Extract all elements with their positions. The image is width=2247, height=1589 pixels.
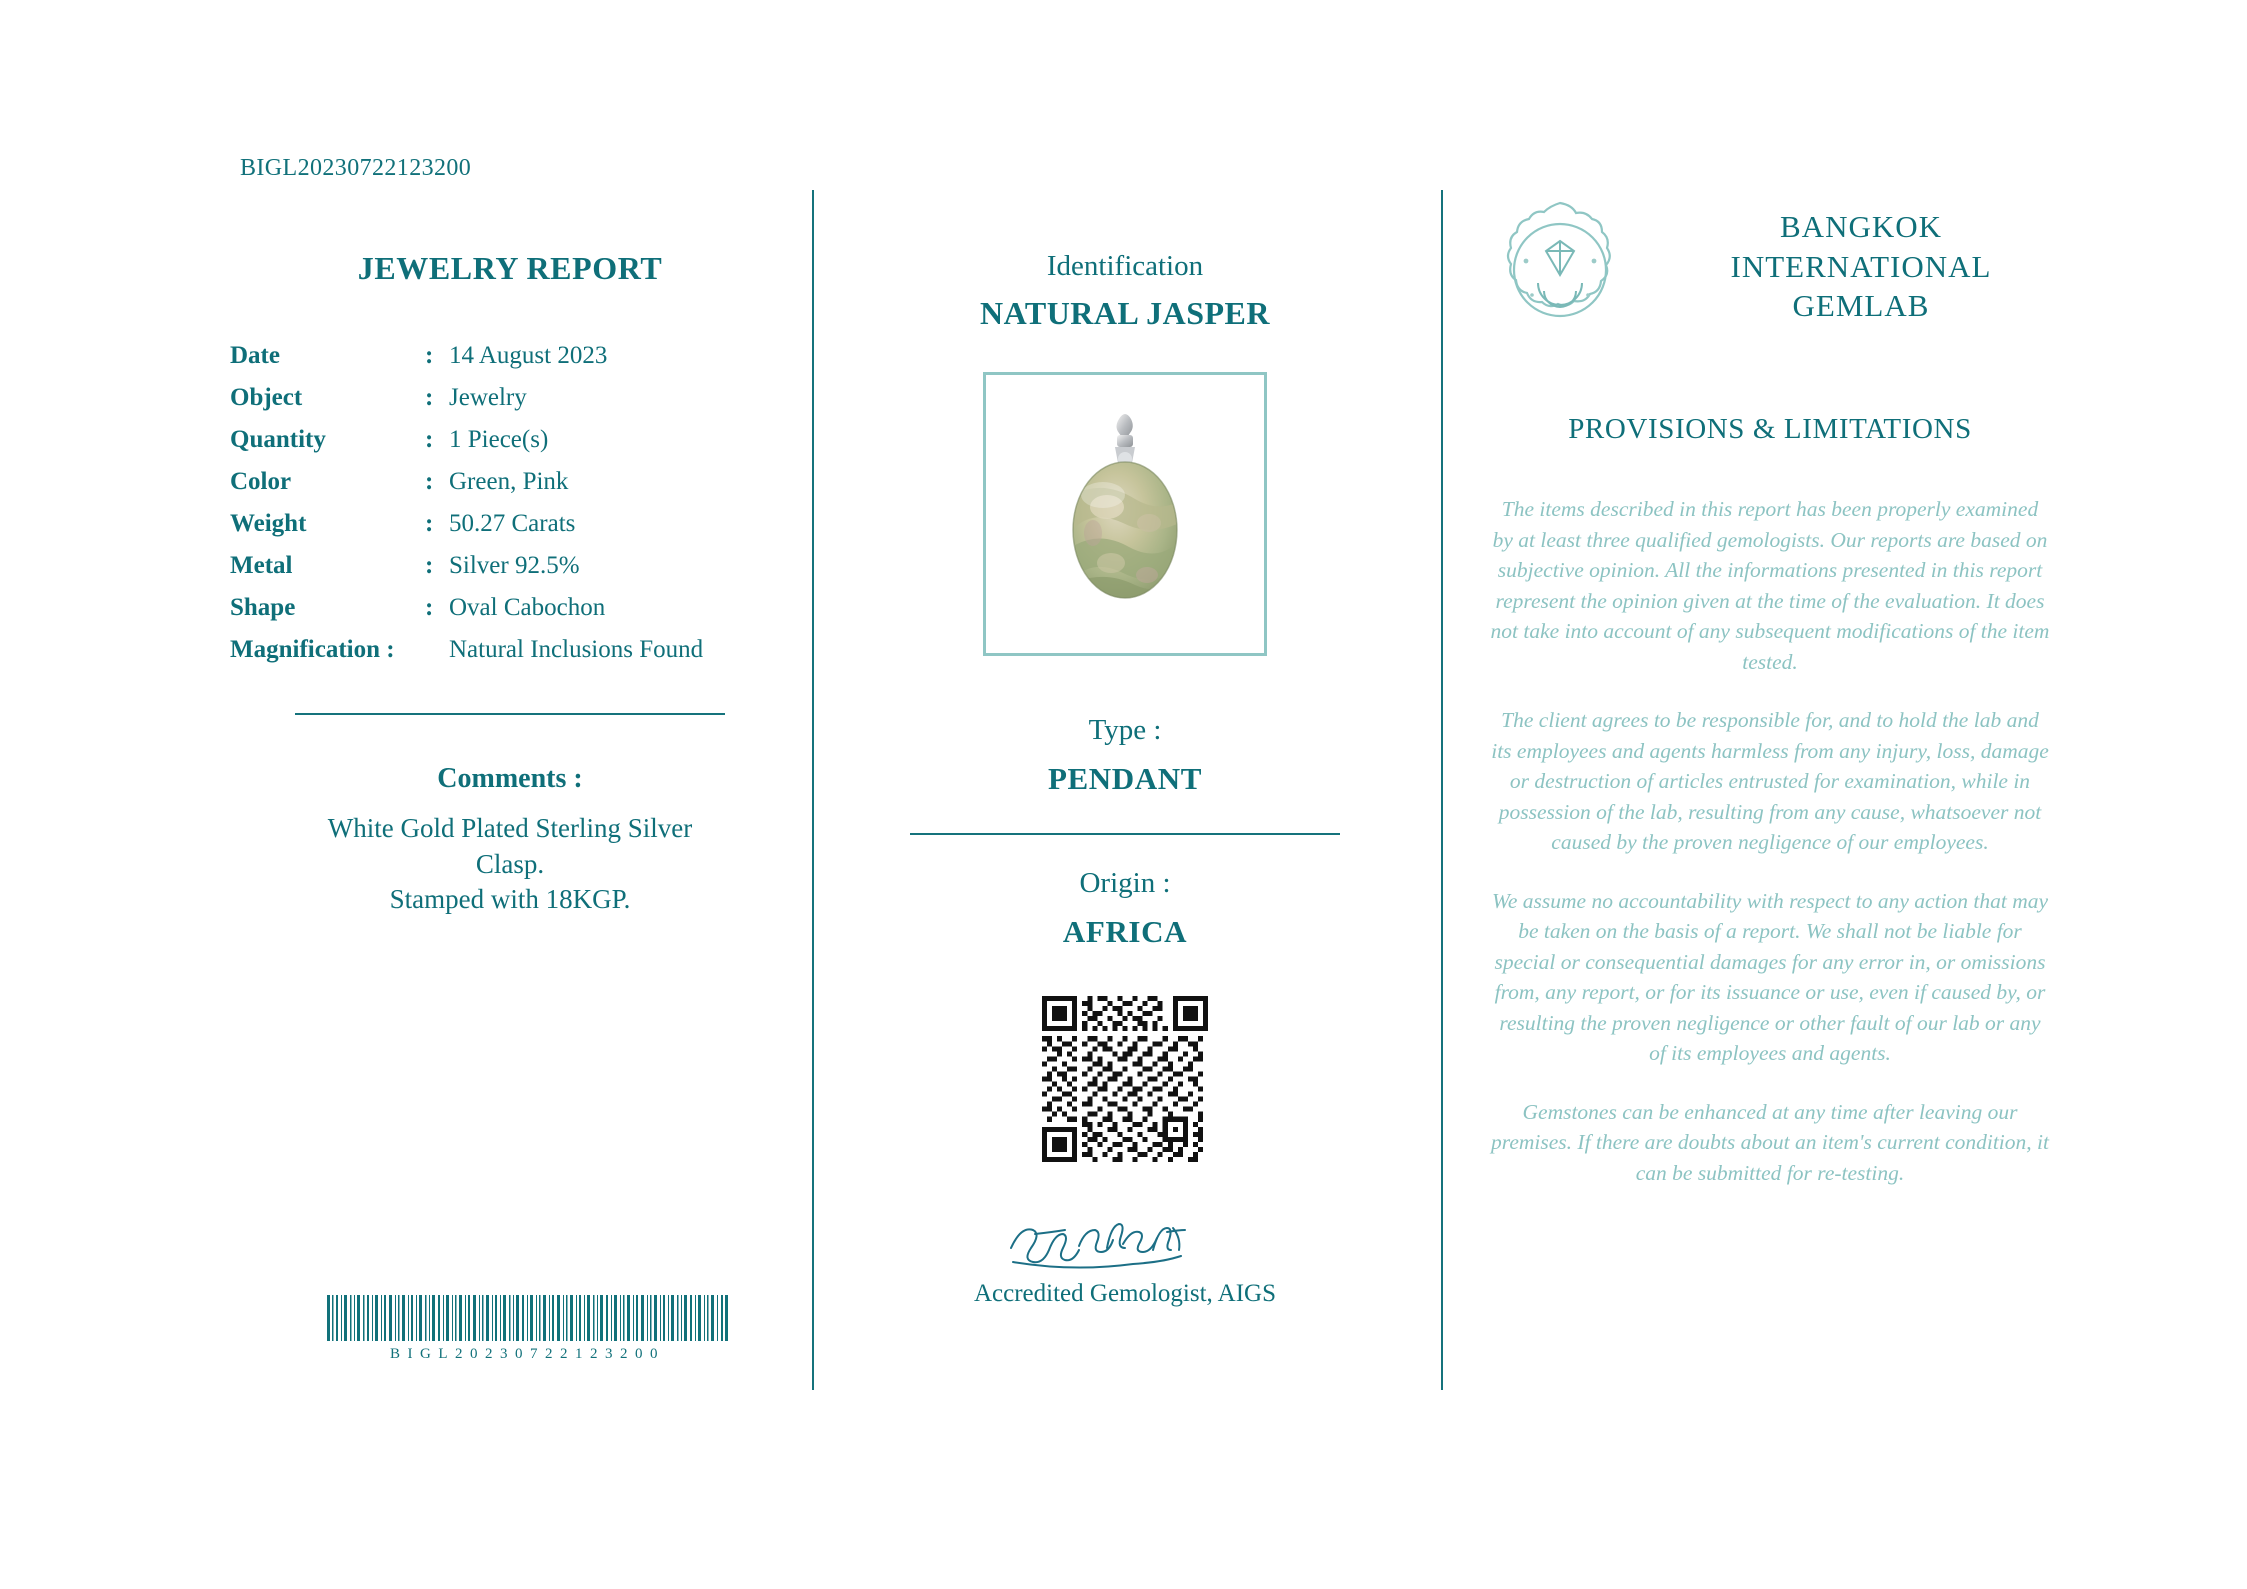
type-value: PENDANT: [1047, 761, 1203, 796]
signature: [995, 1204, 1255, 1274]
reference-number: BIGL20230722123200: [240, 155, 472, 181]
spec-colon: :: [425, 594, 434, 621]
identification-label: Identification: [1046, 250, 1204, 282]
spec-value-quantity: 1 Piece(s): [449, 426, 549, 453]
table-row: [230, 461, 790, 503]
spec-value-object: Jewelry: [449, 384, 527, 411]
gem-photo-frame: [983, 372, 1267, 656]
barcode-text: BIGL20230722123200: [390, 1346, 665, 1362]
left-column: [230, 250, 790, 918]
spec-value-magnification: Natural Inclusions Found: [449, 636, 704, 663]
brand-line-2: INTERNATIONAL: [1730, 248, 1992, 284]
signature-caption: Accredited Gemologist, AIGS: [973, 1280, 1277, 1307]
spec-value-color: Green, Pink: [449, 468, 569, 495]
spec-value-weight: 50.27 Carats: [449, 510, 576, 537]
spec-label-object: Object: [230, 384, 303, 411]
comments-line-3: Stamped with 18KGP.: [389, 884, 631, 915]
qr-code[interactable]: [1042, 996, 1208, 1162]
table-row: [230, 587, 790, 629]
spec-label-metal: Metal: [230, 552, 293, 579]
middle-divider: [910, 833, 1340, 835]
comments-line-2: Clasp.: [475, 848, 545, 879]
gemlab-logo-icon: [1480, 195, 1640, 345]
section-divider: [295, 713, 725, 715]
table-row: [230, 419, 790, 461]
brand-line-3: GEMLAB: [1792, 288, 1930, 324]
comments-line-1: White Gold Plated Sterling Silver: [327, 813, 693, 843]
spec-label-quantity: Quantity: [230, 426, 326, 453]
spec-colon: :: [425, 468, 434, 495]
spec-colon: :: [425, 552, 434, 579]
comments-body: [230, 811, 790, 918]
specifications-table: [230, 335, 790, 671]
pendant-photo-icon: [989, 375, 1261, 647]
spec-colon: :: [425, 342, 434, 369]
column-divider-right: [1441, 190, 1443, 1390]
brand-name: [1662, 195, 2060, 326]
brand-header: [1480, 195, 2060, 345]
provisions-paragraph: Gemstones can be enhanced at any time after leaving our premises. If there are doubts about an item's current condition, it can be submitted for re-testing.: [1491, 1099, 2049, 1185]
comments-title: Comments :: [437, 763, 583, 794]
provisions-paragraph: The items described in this report has been properly examined by at least three qualified gemologists. Our reports are based on subjective opinion. All the informations presented in this report represent the opinion given at the time of the evaluation. It does not take into account of any subsequent modifications of the item tested.: [1490, 497, 2050, 674]
spec-colon: :: [425, 426, 434, 453]
table-row: [230, 629, 790, 671]
barcode: [325, 1295, 730, 1363]
middle-column: [880, 250, 1370, 1308]
page-title: JEWELRY REPORT: [357, 250, 663, 286]
spec-colon: :: [425, 384, 434, 411]
provisions-paragraph: We assume no accountability with respect to any action that may be taken on the basis of a report. We shall not be liable for special or consequential damages for any error in, or omissions from, any report, or for its issuance or use, even if caused by, or resulting the proven negligence or other fault of our lab or any of its employees and agents.: [1491, 888, 2049, 1066]
table-row: [230, 335, 790, 377]
spec-colon: [425, 629, 449, 671]
origin-label: Origin :: [1079, 867, 1171, 899]
origin-value: AFRICA: [1062, 914, 1188, 949]
barcode-bars-icon: [325, 1295, 730, 1341]
spec-label-magnification: Magnification :: [230, 636, 395, 663]
spec-value-metal: Silver 92.5%: [449, 552, 580, 579]
spec-label-date: Date: [230, 342, 280, 369]
table-row: [230, 377, 790, 419]
spec-value-date: 14 August 2023: [449, 342, 608, 369]
table-row: [230, 503, 790, 545]
provisions-title: PROVISIONS & LIMITATIONS: [1568, 413, 1972, 445]
identification-value: NATURAL JASPER: [980, 295, 1270, 331]
provisions-paragraph: The client agrees to be responsible for, and to hold the lab and its employees and agents harmless from any injury, loss, damage or destruction of articles entrusted for examination, while in possession of the lab, resulting from any cause, whatsoever not caused by the proven negligence of our employees.: [1491, 708, 2049, 855]
spec-value-shape: Oval Cabochon: [449, 594, 606, 621]
provisions-body: [1480, 494, 2060, 1188]
table-row: [230, 545, 790, 587]
spec-label-weight: Weight: [230, 510, 307, 537]
spec-label-shape: Shape: [230, 594, 296, 621]
spec-colon: :: [425, 510, 434, 537]
right-column: [1480, 195, 2060, 1216]
brand-line-1: BANGKOK: [1780, 209, 1942, 244]
spec-label-color: Color: [230, 468, 292, 495]
type-label: Type :: [1088, 714, 1162, 746]
signature-icon: [995, 1204, 1255, 1276]
column-divider-left: [812, 190, 814, 1390]
qr-code-icon[interactable]: [1042, 996, 1208, 1162]
